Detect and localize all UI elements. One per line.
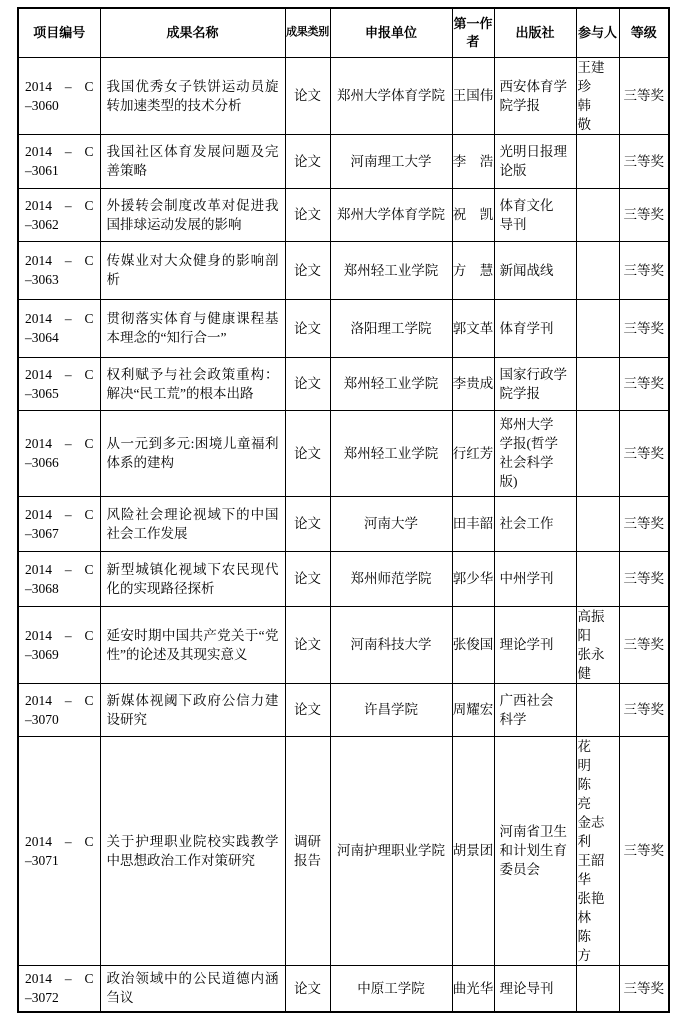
project-id-line2: –3064 xyxy=(25,330,59,345)
publisher-cell xyxy=(494,736,576,965)
achievement-name-cell: 传媒业对大众健身的影响剖析 xyxy=(100,241,285,299)
project-id-line1: 2014 – C xyxy=(25,366,94,382)
participant-name: 高振阳 xyxy=(577,608,605,643)
publisher-cell xyxy=(494,57,576,134)
project-id-line1: 2014 – C xyxy=(25,311,94,326)
grade-cell: 三等奖 xyxy=(619,965,669,1012)
publisher-line: 论版 xyxy=(499,163,527,178)
table-row xyxy=(18,551,669,606)
publisher-cell xyxy=(494,606,576,683)
achievement-category-cell: 论文 xyxy=(285,683,330,736)
participants-cell xyxy=(576,241,619,299)
achievement-name-cell: 关于护理职业院校实践教学中思想政治工作对策研究 xyxy=(100,736,285,965)
achievement-category-cell: 论文 xyxy=(285,496,330,551)
project-id-line1: 2014 – C xyxy=(25,692,94,708)
publisher-cell xyxy=(494,683,576,736)
project-id-line2: –3067 xyxy=(25,525,59,541)
publisher-cell xyxy=(494,134,576,188)
document-page xyxy=(0,7,679,1006)
applicant-unit-cell: 河南理工大学 xyxy=(330,134,452,188)
publisher-cell xyxy=(494,357,576,410)
grade-cell: 三等奖 xyxy=(619,410,669,496)
project-id-line1: 2014 – C xyxy=(25,561,94,577)
achievement-category-cell: 论文 xyxy=(285,606,330,683)
participants-cell xyxy=(576,965,619,1012)
table-row xyxy=(18,188,669,241)
project-id-cell xyxy=(18,551,100,606)
achievement-category-cell: 论文 xyxy=(285,551,330,606)
applicant-unit-cell: 郑州大学体育学院 xyxy=(330,57,452,134)
participant-name: 王韶华 xyxy=(577,852,605,887)
applicant-unit-cell: 郑州轻工业学院 xyxy=(330,410,452,496)
achievement-name-cell: 延安时期中国共产党关于“党性”的论述及其现实意义 xyxy=(100,606,285,683)
grade-cell: 三等奖 xyxy=(619,683,669,736)
achievement-category-cell: 论文 xyxy=(285,134,330,188)
grade-cell: 三等奖 xyxy=(619,241,669,299)
project-id-line1: 2014 – C xyxy=(25,506,94,522)
table-row xyxy=(18,736,669,965)
project-id-line2: –3071 xyxy=(25,852,59,868)
column-header-project-id: 项目编号 xyxy=(18,8,100,57)
publisher-cell xyxy=(494,241,576,299)
project-id-cell xyxy=(18,57,100,134)
grade-cell: 三等奖 xyxy=(619,57,669,134)
achievement-category-cell: 调研报告 xyxy=(285,736,330,965)
table-row xyxy=(18,965,669,1012)
publisher-line: 和计划生育 xyxy=(499,843,567,858)
achievement-name-cell: 新媒体视阈下政府公信力建设研究 xyxy=(100,683,285,736)
achievement-name-cell: 权利赋予与社会政策重构：解决“民工荒”的根本出路 xyxy=(100,357,285,410)
participants-cell xyxy=(576,299,619,357)
first-author-cell: 周耀宏 xyxy=(452,683,494,736)
achievement-name-cell: 我国优秀女子铁饼运动员旋转加速类型的技术分析 xyxy=(100,57,285,134)
table-row xyxy=(18,357,669,410)
achievement-category-cell: 论文 xyxy=(285,357,330,410)
achievement-name-cell: 新型城镇化视域下农民现代化的实现路径探析 xyxy=(100,551,285,606)
project-id-cell xyxy=(18,736,100,965)
applicant-unit-cell: 郑州轻工业学院 xyxy=(330,357,452,410)
column-header-publisher: 出版社 xyxy=(494,8,576,57)
table-row xyxy=(18,496,669,551)
publisher-cell xyxy=(494,496,576,551)
publisher-cell xyxy=(494,410,576,496)
column-header-applicant-unit: 申报单位 xyxy=(330,8,452,57)
first-author-cell: 行红芳 xyxy=(452,410,494,496)
publisher-line: 院学报 xyxy=(499,97,540,113)
first-author-cell: 郭文革 xyxy=(452,299,494,357)
column-header-grade: 等级 xyxy=(619,8,669,57)
table-row xyxy=(18,683,669,736)
participants-cell xyxy=(576,736,619,965)
project-id-cell xyxy=(18,496,100,551)
publisher-line: 院学报 xyxy=(499,385,540,401)
project-id-line2: –3070 xyxy=(25,711,59,727)
participants-cell xyxy=(576,57,619,134)
participants-cell xyxy=(576,496,619,551)
publisher-line: 中州学刊 xyxy=(499,571,554,586)
project-id-line1: 2014 – C xyxy=(25,144,94,159)
publisher-line: 国家行政学 xyxy=(499,366,567,382)
participants-cell xyxy=(576,188,619,241)
table-row xyxy=(18,134,669,188)
achievement-category-cell: 论文 xyxy=(285,241,330,299)
applicant-unit-cell: 中原工学院 xyxy=(330,965,452,1012)
publisher-line: 理论导刊 xyxy=(499,980,554,996)
participant-name: 陈 亮 xyxy=(577,776,605,811)
table-row xyxy=(18,299,669,357)
achievement-category-cell: 论文 xyxy=(285,188,330,241)
achievement-name-cell: 外援转会制度改革对促进我国排球运动发展的影响 xyxy=(100,188,285,241)
publisher-cell xyxy=(494,299,576,357)
participant-name: 陈 方 xyxy=(577,928,605,963)
column-header-achievement-category: 成果类别 xyxy=(285,8,330,57)
applicant-unit-cell: 郑州轻工业学院 xyxy=(330,241,452,299)
applicant-unit-cell: 河南科技大学 xyxy=(330,606,452,683)
participant-name: 王建珍 xyxy=(577,59,605,94)
project-id-cell xyxy=(18,683,100,736)
publisher-line: 郑州大学 xyxy=(499,417,554,432)
project-id-cell xyxy=(18,410,100,496)
publisher-line: 体育文化 xyxy=(499,197,554,213)
publisher-line: 理论学刊 xyxy=(499,637,554,652)
project-id-cell xyxy=(18,241,100,299)
participant-name: 花 明 xyxy=(577,738,605,773)
publisher-line: 光明日报理 xyxy=(499,144,567,159)
achievement-name-cell: 我国社区体育发展问题及完善策略 xyxy=(100,134,285,188)
project-id-line1: 2014 – C xyxy=(25,253,94,268)
project-id-cell xyxy=(18,299,100,357)
first-author-cell: 王国伟 xyxy=(452,57,494,134)
participants-cell xyxy=(576,683,619,736)
publisher-line: 社会工作 xyxy=(499,516,554,531)
achievement-category-cell: 论文 xyxy=(285,965,330,1012)
table-body xyxy=(18,57,669,1012)
first-author-cell: 方 慧 xyxy=(452,241,494,299)
grade-cell: 三等奖 xyxy=(619,357,669,410)
project-id-line2: –3063 xyxy=(25,272,59,287)
project-id-line1: 2014 – C xyxy=(25,78,94,94)
achievement-name-cell: 贯彻落实体育与健康课程基本理念的“知行合一” xyxy=(100,299,285,357)
participant-name: 韩 敬 xyxy=(577,97,605,132)
table-row xyxy=(18,241,669,299)
grade-cell: 三等奖 xyxy=(619,606,669,683)
grade-cell: 三等奖 xyxy=(619,736,669,965)
awards-table xyxy=(17,7,670,1013)
publisher-line: 社会科学 xyxy=(499,455,554,470)
applicant-unit-cell: 河南护理职业学院 xyxy=(330,736,452,965)
participants-cell xyxy=(576,606,619,683)
participant-name: 张艳林 xyxy=(577,890,605,925)
project-id-line2: –3068 xyxy=(25,580,59,596)
applicant-unit-cell: 许昌学院 xyxy=(330,683,452,736)
grade-cell: 三等奖 xyxy=(619,299,669,357)
project-id-line1: 2014 – C xyxy=(25,197,94,213)
project-id-line1: 2014 – C xyxy=(25,971,94,987)
grade-cell: 三等奖 xyxy=(619,496,669,551)
column-header-achievement-name: 成果名称 xyxy=(100,8,285,57)
publisher-line: 广西社会 xyxy=(499,692,554,708)
project-id-line2: –3065 xyxy=(25,385,59,401)
column-header-participants: 参与人 xyxy=(576,8,619,57)
publisher-line: 版) xyxy=(499,474,518,489)
applicant-unit-cell: 洛阳理工学院 xyxy=(330,299,452,357)
project-id-cell xyxy=(18,188,100,241)
achievement-name-cell: 风险社会理论视域下的中国社会工作发展 xyxy=(100,496,285,551)
publisher-line: 导刊 xyxy=(499,216,527,232)
publisher-line: 委员会 xyxy=(499,862,540,877)
project-id-cell xyxy=(18,357,100,410)
project-id-line1: 2014 – C xyxy=(25,833,94,849)
participants-cell xyxy=(576,551,619,606)
project-id-cell xyxy=(18,965,100,1012)
participants-cell xyxy=(576,410,619,496)
project-id-line2: –3069 xyxy=(25,646,59,662)
achievement-category-cell: 论文 xyxy=(285,57,330,134)
project-id-cell xyxy=(18,134,100,188)
grade-cell: 三等奖 xyxy=(619,551,669,606)
project-id-line2: –3072 xyxy=(25,990,59,1006)
achievement-name-cell: 政治领域中的公民道德内涵刍议 xyxy=(100,965,285,1012)
participants-cell xyxy=(576,357,619,410)
project-id-line2: –3066 xyxy=(25,455,59,470)
project-id-line2: –3062 xyxy=(25,216,59,232)
applicant-unit-cell: 郑州师范学院 xyxy=(330,551,452,606)
publisher-line: 科学 xyxy=(499,711,527,727)
applicant-unit-cell: 河南大学 xyxy=(330,496,452,551)
first-author-cell: 张俊国 xyxy=(452,606,494,683)
publisher-cell xyxy=(494,188,576,241)
first-author-cell: 胡景团 xyxy=(452,736,494,965)
publisher-line: 新闻战线 xyxy=(499,262,554,278)
achievement-category-cell: 论文 xyxy=(285,410,330,496)
project-id-line1: 2014 – C xyxy=(25,627,94,643)
grade-cell: 三等奖 xyxy=(619,134,669,188)
applicant-unit-cell: 郑州大学体育学院 xyxy=(330,188,452,241)
participant-name: 金志利 xyxy=(577,814,605,849)
achievement-name-cell: 从一元到多元:困境儿童福利体系的建构 xyxy=(100,410,285,496)
project-id-line2: –3060 xyxy=(25,97,59,113)
publisher-cell xyxy=(494,551,576,606)
project-id-cell xyxy=(18,606,100,683)
column-header-first-author: 第一作者 xyxy=(452,8,494,57)
project-id-line2: –3061 xyxy=(25,163,59,178)
first-author-cell: 李贵成 xyxy=(452,357,494,410)
participant-name: 张永健 xyxy=(577,646,605,681)
first-author-cell: 田丰韶 xyxy=(452,496,494,551)
grade-cell: 三等奖 xyxy=(619,188,669,241)
first-author-cell: 祝 凯 xyxy=(452,188,494,241)
publisher-line: 学报(哲学 xyxy=(499,436,558,451)
table-row xyxy=(18,606,669,683)
table-row xyxy=(18,410,669,496)
publisher-line: 体育学刊 xyxy=(499,320,554,336)
header-row xyxy=(18,8,669,57)
publisher-line: 西安体育学 xyxy=(499,78,567,94)
publisher-line: 河南省卫生 xyxy=(499,824,567,839)
project-id-line1: 2014 – C xyxy=(25,436,94,451)
participants-cell xyxy=(576,134,619,188)
first-author-cell: 郭少华 xyxy=(452,551,494,606)
table-row xyxy=(18,57,669,134)
achievement-category-cell: 论文 xyxy=(285,299,330,357)
first-author-cell: 曲光华 xyxy=(452,965,494,1012)
first-author-cell: 李 浩 xyxy=(452,134,494,188)
publisher-cell xyxy=(494,965,576,1012)
